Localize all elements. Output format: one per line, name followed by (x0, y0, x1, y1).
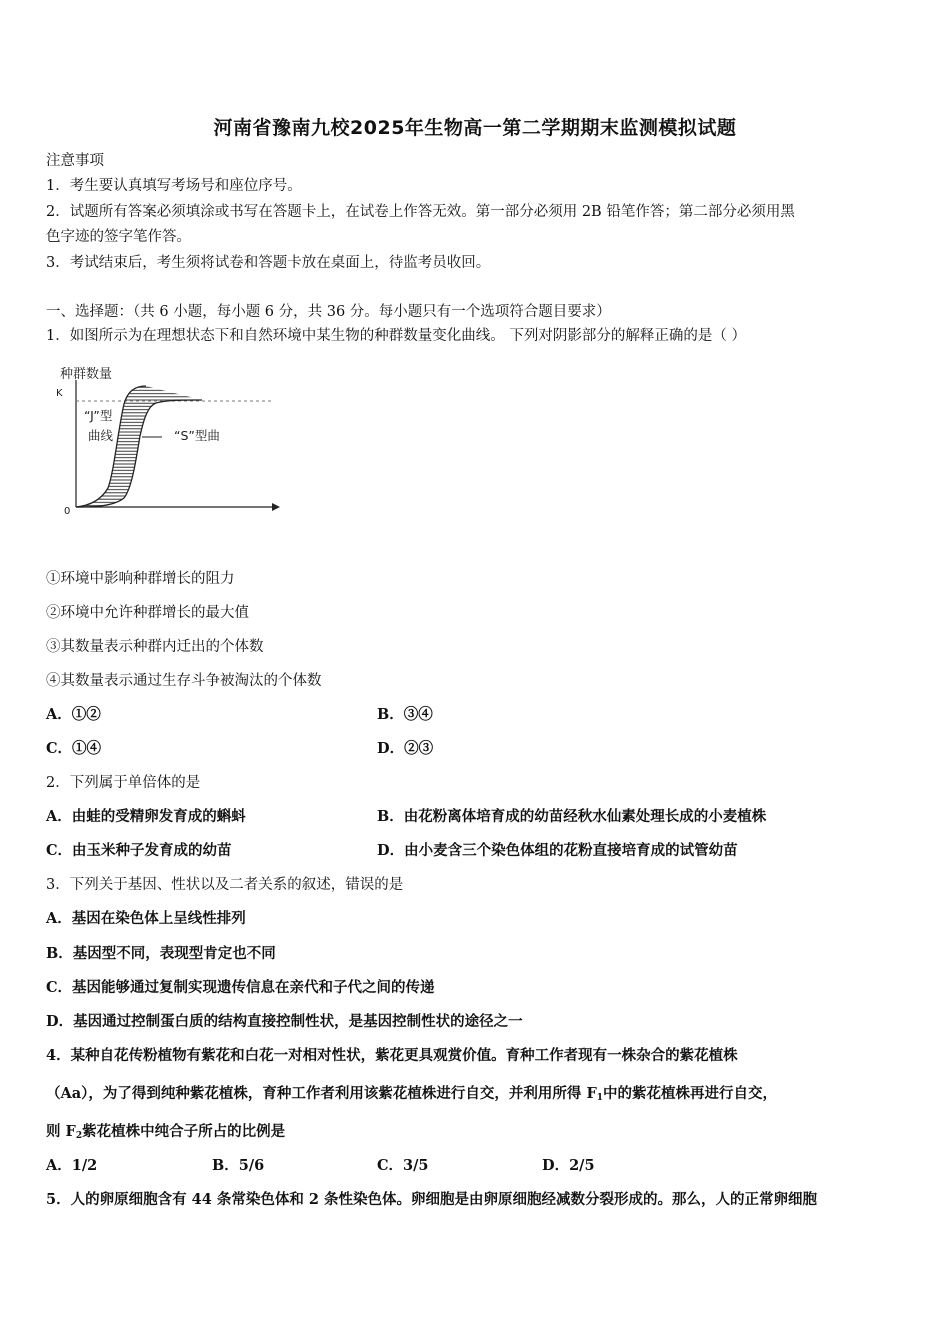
q4-option-a: A．1/2 (46, 1157, 98, 1174)
q1-statement-2: ②环境中允许种群增长的最大值 (46, 605, 249, 621)
j-curve-label-2: 曲线 (88, 428, 114, 443)
q3-option-c: C．基因能够通过复制实现遗传信息在亲代和子代之间的传递 (46, 979, 435, 996)
notice-item-2-cont: 色字迹的签字笔作答。 (46, 229, 191, 245)
notice-item-2: 2．试题所有答案必须填涂或书写在答题卡上，在试卷上作答无效。第一部分必须用 2B 铅笔作答；第二部分必须用黑 (46, 204, 795, 220)
population-curve-graph (50, 360, 290, 520)
q3-stem: 3．下列关于基因、性状以及二者关系的叙述，错误的是 (46, 877, 404, 893)
q1-option-a: A．①② (46, 706, 101, 723)
q1-option-c: C．①④ (46, 740, 102, 757)
q2-stem: 2．下列属于单倍体的是 (46, 775, 201, 791)
section-heading: 一、选择题：（共 6 小题，每小题 6 分，共 36 分。每小题只有一个选项符合题目要求） (46, 304, 611, 320)
q4-stem-line3 (46, 1122, 285, 1146)
q1-option-b: B．③④ (377, 706, 433, 723)
q4-line3-text: 则 F (46, 1123, 76, 1140)
q1-stem: 1．如图所示为在理想状态下和自然环境中某生物的种群数量变化曲线。 下列对阴影部分的解释正确的是（ ） (46, 328, 746, 344)
q4-stem-line1: 4．某种自花传粉植物有紫花和白花一对相对性状，紫花更具观赏价值。育种工作者现有一株杂合的紫花植株 (46, 1047, 738, 1064)
q2-option-c: C．由玉米种子发育成的幼苗 (46, 842, 232, 859)
q3-option-d: D．基因通过控制蛋白质的结构直接控制性状，是基因控制性状的途径之一 (46, 1013, 523, 1030)
q2-option-a: A．由蛙的受精卵发育成的蝌蚪 (46, 808, 246, 825)
q1-statement-4: ④其数量表示通过生存斗争被淘汰的个体数 (46, 673, 322, 689)
q1-statement-1: ①环境中影响种群增长的阻力 (46, 571, 235, 587)
q4-line2-text-end: 中的紫花植株再进行自交， (603, 1085, 778, 1102)
q4-option-d: D．2/5 (542, 1157, 595, 1174)
exam-title: 河南省豫南九校2025年生物高一第二学期期末监测模拟试题 (213, 117, 737, 139)
q5-stem: 5．人的卵原细胞含有 44 条常染色体和 2 条性染色体。卵细胞是由卵原细胞经减数分裂形成的。那么，人的正常卵细胞 (46, 1191, 818, 1208)
notice-item-3: 3．考试结束后，考生须将试卷和答题卡放在桌面上，待监考员收回。 (46, 255, 491, 271)
x-axis-arrow (272, 503, 280, 511)
q4-line3-text-end: 紫花植株中纯合子所占的比例是 (82, 1123, 286, 1140)
origin-label: 0 (64, 506, 71, 517)
q3-option-b: B．基因型不同，表现型肯定也不同 (46, 945, 276, 962)
q4-line2-subscript: 1 (596, 1093, 604, 1103)
q1-statement-3: ③其数量表示种群内迁出的个体数 (46, 639, 264, 655)
q4-option-b: B．5/6 (212, 1157, 265, 1174)
notice-heading: 注意事项 (46, 153, 104, 169)
notice-item-1: 1．考生要认真填写考场号和座位序号。 (46, 178, 302, 194)
j-curve-label: “J”型 (84, 408, 113, 423)
q3-option-a: A．基因在染色体上呈线性排列 (46, 910, 246, 927)
q1-option-d: D．②③ (377, 740, 434, 757)
q2-option-d: D．由小麦含三个染色体组的花粉直接培育成的试管幼苗 (377, 842, 738, 859)
q4-line3-subscript: 2 (75, 1131, 83, 1141)
q4-option-c: C．3/5 (377, 1157, 429, 1174)
s-curve-label: “S”型曲 (174, 428, 220, 443)
q4-line2-text: （Aa），为了得到纯种紫花植株，育种工作者利用该紫花植株进行自交，并利用所得 F (46, 1085, 597, 1102)
q2-option-b: B．由花粉离体培育成的幼苗经秋水仙素处理长成的小麦植株 (377, 808, 767, 825)
q4-stem-line2 (46, 1084, 777, 1108)
k-label: K (56, 388, 63, 399)
y-axis-label: 种群数量 (60, 367, 113, 382)
shaded-region (76, 386, 202, 507)
